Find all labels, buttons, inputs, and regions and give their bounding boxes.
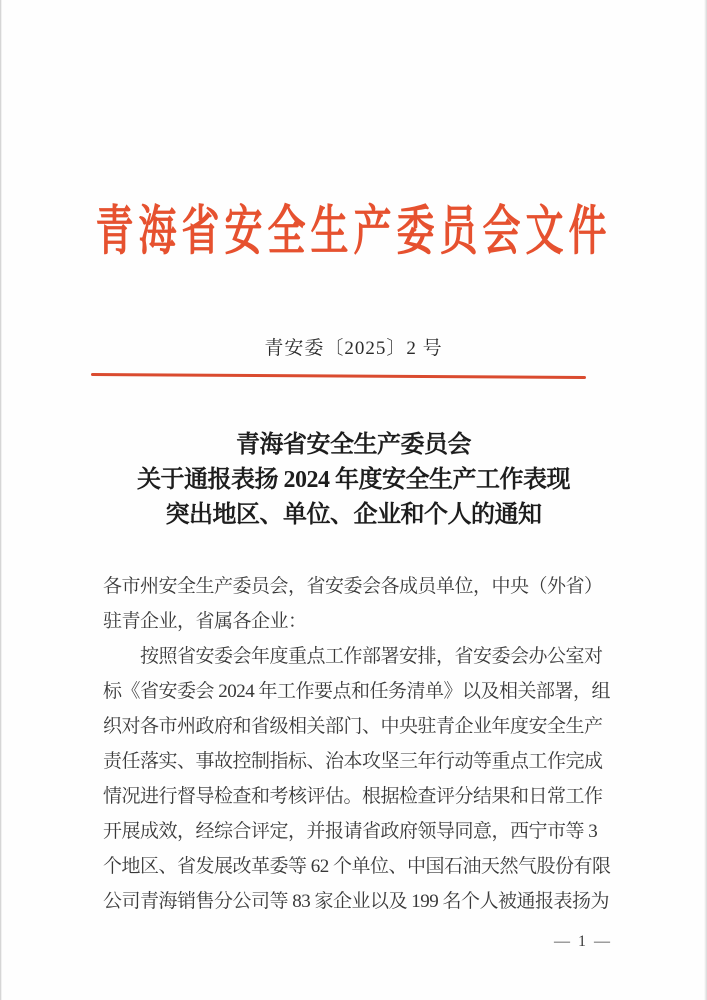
- red-divider-line: [91, 373, 586, 379]
- body-text-line: 按照省安委会年度重点工作部署安排，省安委会办公室对: [103, 646, 603, 667]
- document-title-line: 突出地区、单位、企业和个人的通知: [165, 502, 542, 528]
- body-text-line: 责任落实、事故控制指标、治本攻坚三年行动等重点工作完成: [103, 751, 603, 772]
- body-text-line: 驻青企业，省属各企业：: [103, 611, 307, 632]
- body-text-line: 开展成效，经综合评定，并报请省政府领导同意，西宁市等 3: [103, 821, 598, 842]
- document-title-line: 青海省安全生产委员会: [236, 432, 471, 458]
- document-title-line: 关于通报表扬 2024 年度安全生产工作表现: [137, 467, 570, 493]
- page-number: — 1 —: [554, 933, 612, 950]
- body-text-line: 公司青海销售分公司等 83 家企业以及 199 名个人被通报表扬为: [103, 891, 610, 912]
- document-header-title: 青海省安全生产委员会文件: [95, 202, 612, 262]
- body-text-line: 标《省安委会 2024 年工作要点和任务清单》以及相关部署，组: [103, 681, 611, 702]
- body-text-line: 织对各市州政府和省级相关部门、中央驻青企业年度安全生产: [103, 716, 603, 737]
- body-text-line: 个地区、省发展改革委等 62 个单位、中国石油天然气股份有限: [103, 856, 611, 877]
- document-number: 青安委〔2025〕2 号: [264, 338, 443, 359]
- document-title: [0, 428, 707, 533]
- body-text-line: 各市州安全生产委员会，省安委会各成员单位，中央（外省）: [103, 576, 603, 597]
- body-text-line: 情况进行督导检查和考核评估。根据检查评分结果和日常工作: [103, 786, 603, 807]
- document-body: [103, 569, 623, 919]
